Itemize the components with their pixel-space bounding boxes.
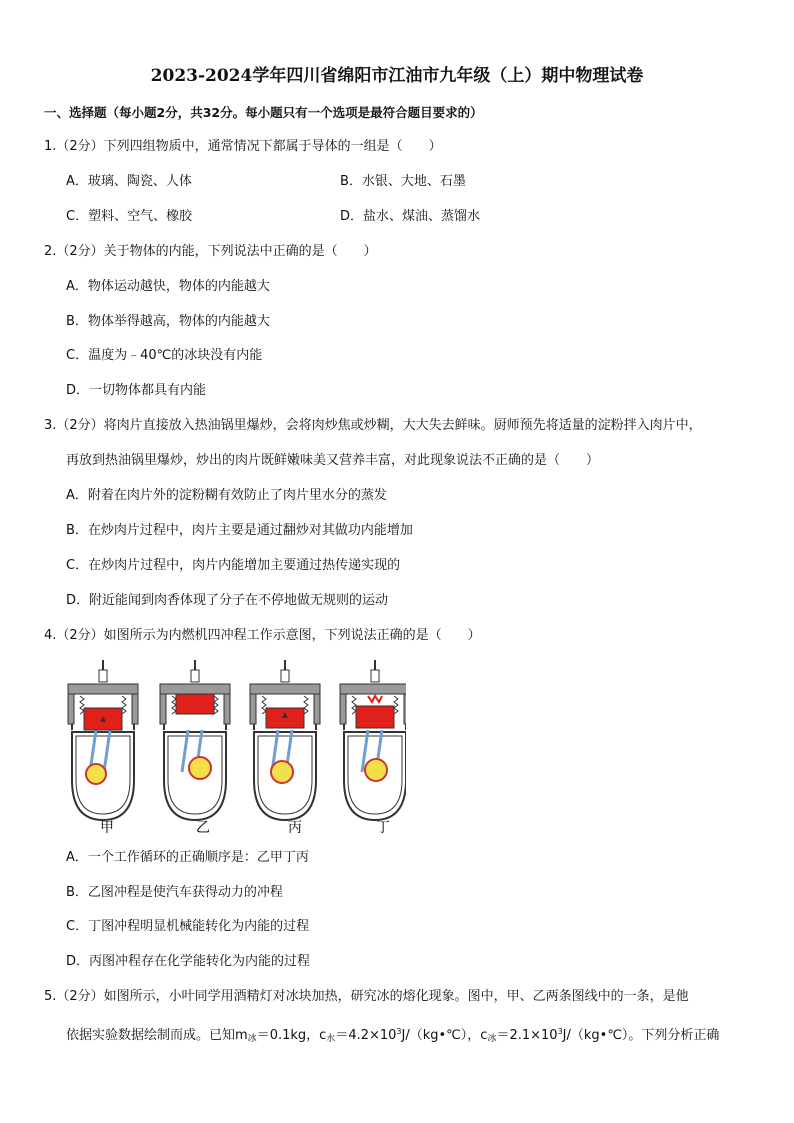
q1-option-a: A．玻璃、陶瓷、人体 [66,174,192,189]
section-heading: 一、选择题（每小题2分，共32分。每小题只有一个选项是最符合题目要求的） [44,105,483,120]
q5-text-d: J/（kg•℃），c [401,1028,488,1043]
page-title: 2023-2024学年四川省绵阳市江油市九年级（上）期中物理试卷 [150,66,644,86]
q3-option-b: B．在炒肉片过程中，肉片主要是通过翻炒对其做功内能增加 [66,523,413,538]
q5-text-e: ＝2.1×10 [496,1028,558,1043]
q1-option-c: C．塑料、空气、橡胶 [66,209,193,224]
question-2-stem: 2.（2分）关于物体的内能，下列说法中正确的是（ ） [44,244,377,259]
q4-option-a: A．一个工作循环的正确顺序是：乙甲丁丙 [66,850,309,865]
q5-text-c: ＝4.2×10 [335,1028,397,1043]
question-3-stem-line2: 再放到热油锅里爆炒，炒出的肉片既鲜嫩味美又营养丰富，对此现象说法不正确的是（ ） [66,453,600,468]
label-jia: 甲 [100,820,114,835]
engine-strokes-figure [66,660,406,835]
q4-option-b: B．乙图冲程是使汽车获得动力的冲程 [66,885,283,900]
engine-jia [68,660,138,820]
q5-sub-water: 水 [326,1034,336,1044]
q4-option-c: C．丁图冲程明显机械能转化为内能的过程 [66,919,310,934]
q5-sub-ice: 冰 [487,1034,497,1044]
q3-option-a: A．附着在肉片外的淀粉糊有效防止了肉片里水分的蒸发 [66,488,387,503]
q5-text-a: 依据实验数据绘制而成。已知m [66,1028,248,1043]
q5-text-f: J/（kg•℃）。下列分析正确 [562,1028,720,1043]
label-bing: 丙 [288,820,302,835]
question-5-stem-line1: 5.（2分）如图所示，小叶同学用酒精灯对冰块加热，研究冰的熔化现象。图中，甲、乙两条图线中的一条，是他 [44,989,689,1004]
question-5-stem-line2 [66,1024,719,1047]
question-1-stem: 1.（2分）下列四组物质中，通常情况下都属于导体的一组是（ ） [44,139,442,154]
q3-option-c: C．在炒肉片过程中，肉片内能增加主要通过热传递实现的 [66,558,401,573]
engine-ding [340,660,406,820]
q4-option-d: D．丙图冲程存在化学能转化为内能的过程 [66,954,311,969]
q5-sup-1: 3 [396,1027,402,1036]
q2-option-c: C．温度为﹣40℃的冰块没有内能 [66,348,263,363]
label-ding: 丁 [376,820,390,835]
q1-option-b: B．水银、大地、石墨 [340,174,466,189]
label-yi: 乙 [196,820,210,835]
q1-option-d: D．盐水、煤油、蒸馏水 [340,209,481,224]
question-4-stem: 4.（2分）如图所示为内燃机四冲程工作示意图，下列说法正确的是（ ） [44,628,481,643]
q3-option-d: D．附近能闻到肉香体现了分子在不停地做无规则的运动 [66,593,389,608]
q2-option-d: D．一切物体都具有内能 [66,383,207,398]
question-3-stem-line1: 3.（2分）将肉片直接放入热油锅里爆炒，会将肉炒焦或炒糊，大大失去鲜味。厨师预先将适量的淀粉拌入肉片中， [44,418,702,433]
engine-yi [160,660,230,820]
engine-bing [250,660,320,820]
q5-text-b: ＝0.1kg，c [256,1028,327,1043]
q5-sup-2: 3 [557,1027,563,1036]
q2-option-b: B．物体举得越高，物体的内能越大 [66,314,270,329]
q2-option-a: A．物体运动越快，物体的内能越大 [66,279,270,294]
q5-sub-ice-mass: 冰 [247,1034,257,1044]
